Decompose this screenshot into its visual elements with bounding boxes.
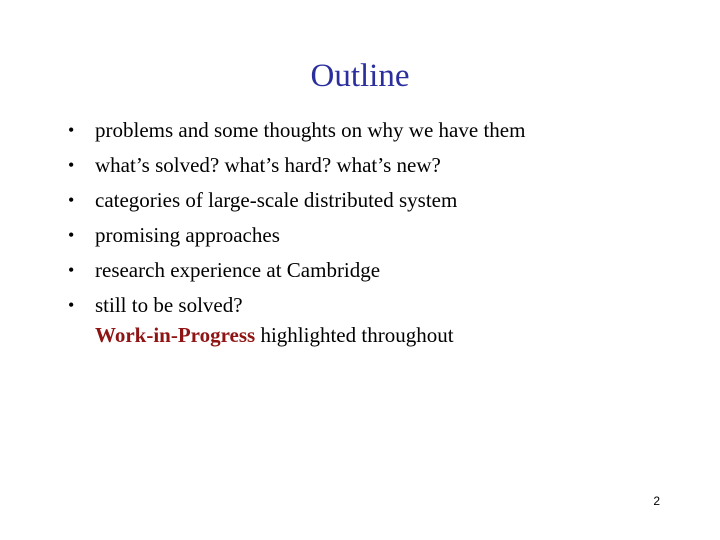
bullet-item [68, 113, 668, 148]
bullet-list [68, 113, 668, 323]
bullet-text: categories of large-scale distributed system [95, 188, 458, 212]
bullet-text: promising approaches [95, 223, 280, 247]
bullet-item [68, 218, 668, 253]
bullet-marker: • [68, 295, 75, 315]
page-number: 2 [653, 494, 660, 508]
bullet-marker: • [68, 120, 75, 140]
bullet-text: still to be solved? [95, 293, 243, 317]
slide-title [0, 54, 720, 98]
continuation-line [95, 318, 454, 353]
bullet-marker: • [68, 225, 75, 245]
bullet-marker: • [68, 155, 75, 175]
bullet-item [68, 148, 668, 183]
bullet-item [68, 253, 668, 288]
slide-title-text: Outline [310, 58, 410, 94]
bullet-text: what’s solved? what’s hard? what’s new? [95, 153, 441, 177]
bullet-marker: • [68, 190, 75, 210]
highlight-text: Work-in-Progress [95, 323, 256, 347]
bullet-item [68, 183, 668, 218]
bullet-text: research experience at Cambridge [95, 258, 381, 282]
bullet-marker: • [68, 260, 75, 280]
continuation-text: highlighted throughout [255, 323, 454, 347]
bullet-text: problems and some thoughts on why we have them [95, 118, 526, 142]
